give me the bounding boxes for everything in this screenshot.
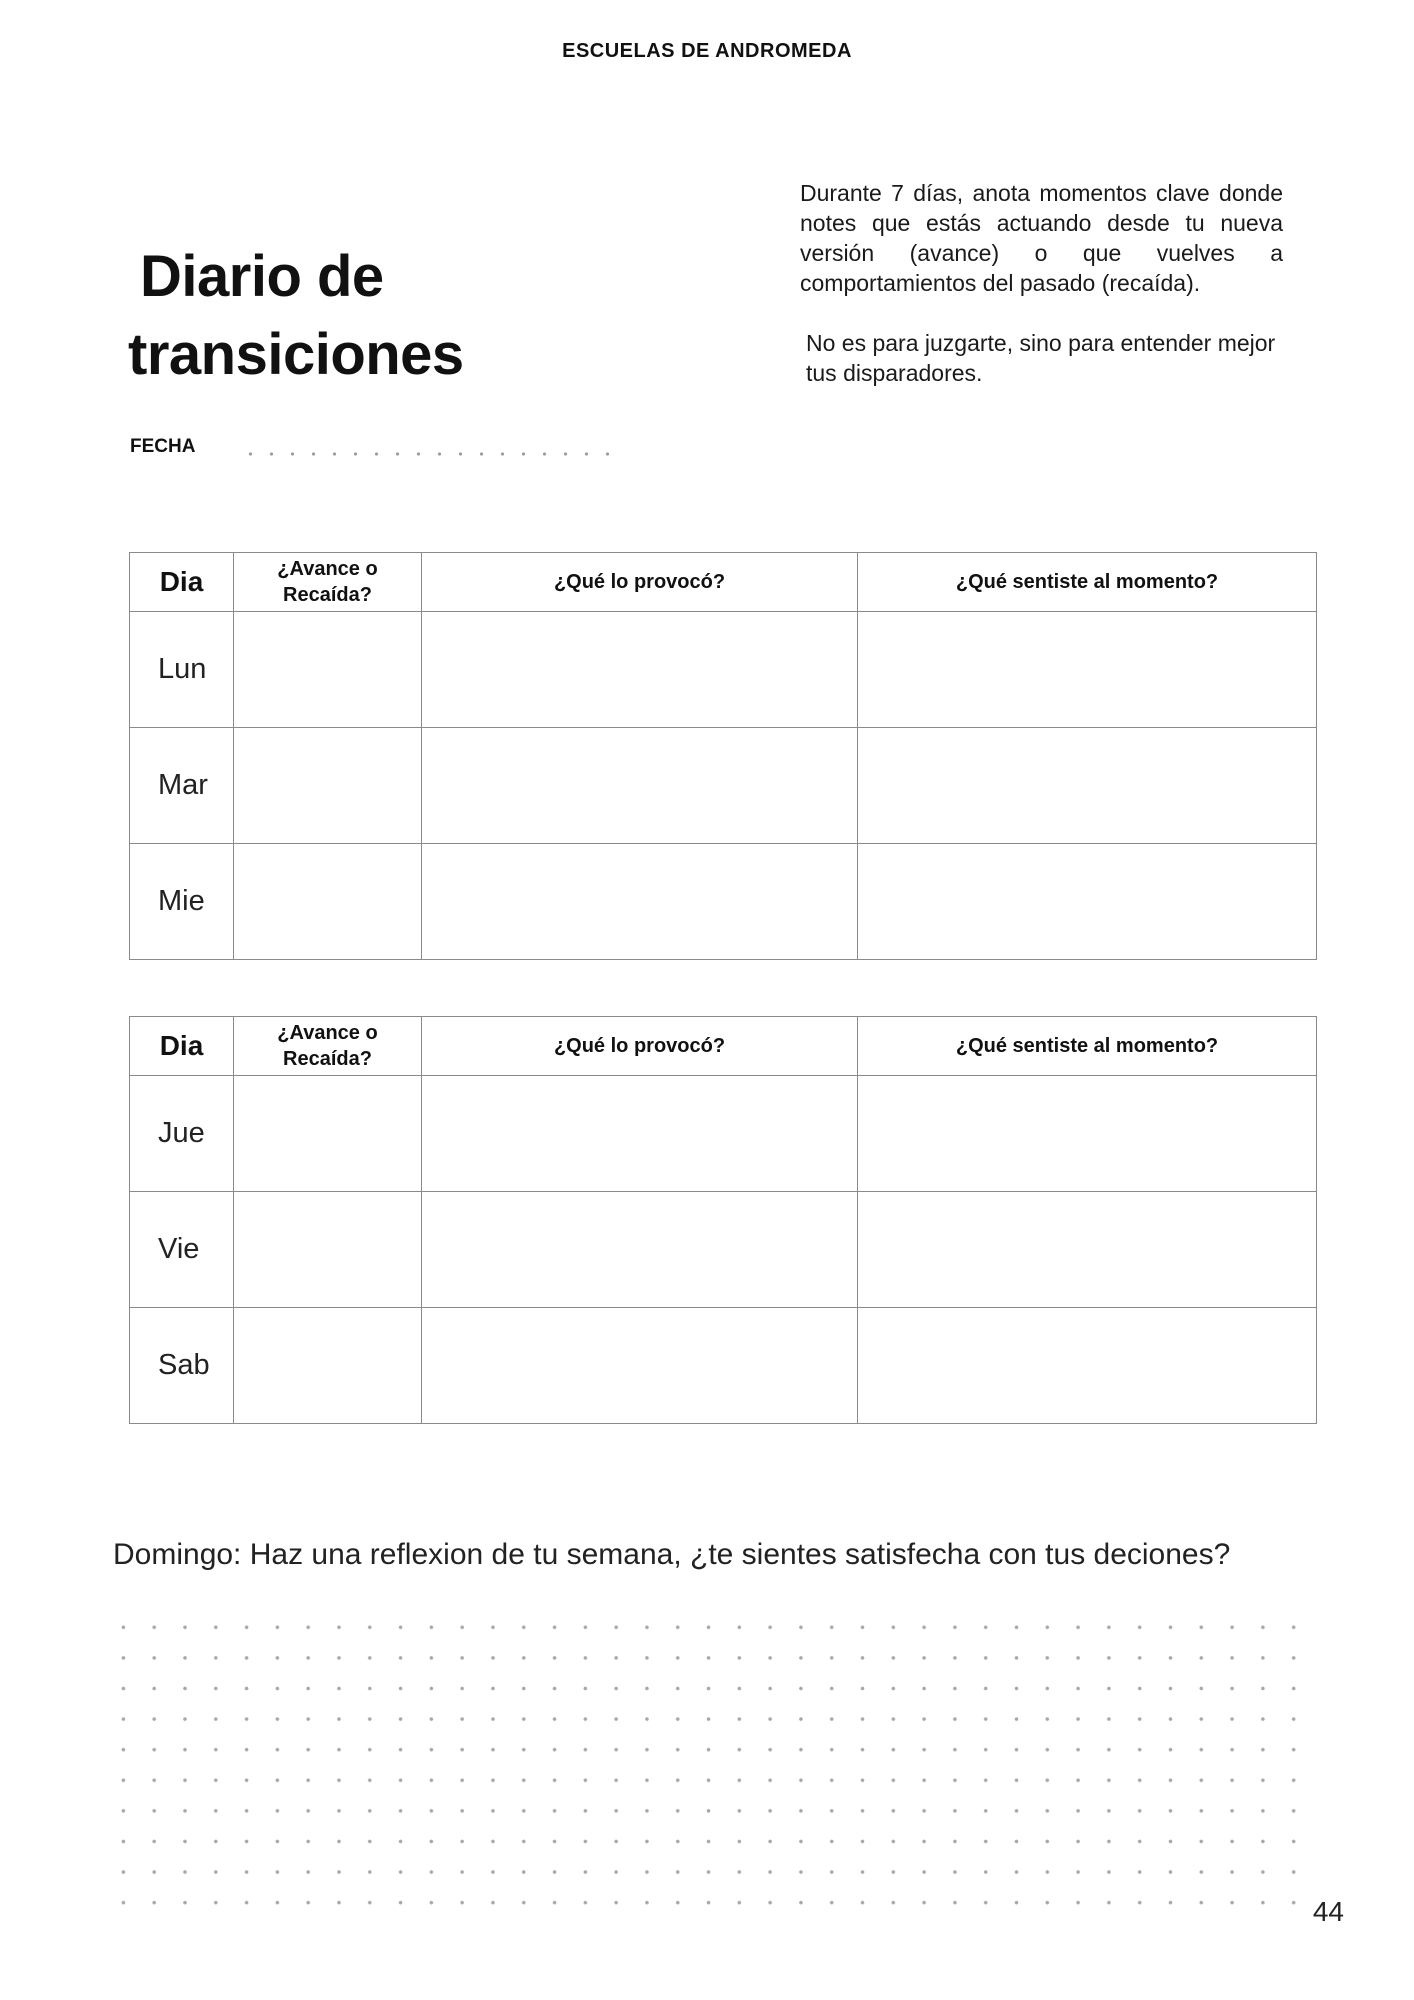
table-header-row bbox=[130, 1017, 1317, 1076]
avance-cell[interactable] bbox=[234, 728, 422, 844]
journal-table-1 bbox=[129, 552, 1317, 960]
reflection-dot-grid[interactable] bbox=[108, 1612, 1298, 1920]
intro-paragraph-2: No es para juzgarte, sino para entender mejor tus disparadores. bbox=[806, 330, 1276, 386]
avance-cell[interactable] bbox=[234, 1308, 422, 1424]
table-row bbox=[130, 1308, 1317, 1424]
title-line-1: Diario de bbox=[140, 244, 384, 309]
header-avance bbox=[234, 1017, 422, 1076]
provoco-cell[interactable] bbox=[422, 844, 858, 960]
sentiste-cell[interactable] bbox=[858, 1076, 1317, 1192]
intro-paragraph-1: Durante 7 días, anota momentos clave donde notes que estás actuando desde tu nueva versión (avance) o que vuelves a comportamientos del pasado (recaída). bbox=[800, 180, 1283, 296]
header-avance-line-2: Recaída? bbox=[283, 1048, 372, 1070]
header-avance-line-1: ¿Avance o bbox=[277, 558, 378, 580]
header-dia: Dia bbox=[130, 553, 234, 612]
table-row bbox=[130, 612, 1317, 728]
sentiste-cell[interactable] bbox=[858, 1192, 1317, 1308]
day-label: Vie bbox=[130, 1192, 234, 1308]
title-line-2: transiciones bbox=[128, 322, 464, 387]
sentiste-cell[interactable] bbox=[858, 844, 1317, 960]
intro-text bbox=[800, 178, 1283, 388]
page-number: 44 bbox=[1312, 1896, 1344, 1927]
provoco-cell[interactable] bbox=[422, 612, 858, 728]
school-header: ESCUELAS DE ANDROMEDA bbox=[562, 40, 852, 62]
header-sentiste: ¿Qué sentiste al momento? bbox=[858, 1017, 1317, 1076]
header-provoco: ¿Qué lo provocó? bbox=[422, 553, 858, 612]
sentiste-cell[interactable] bbox=[858, 1308, 1317, 1424]
day-label: Mie bbox=[130, 844, 234, 960]
table-row bbox=[130, 1076, 1317, 1192]
table-header-row bbox=[130, 553, 1317, 612]
header-sentiste: ¿Qué sentiste al momento? bbox=[858, 553, 1317, 612]
avance-cell[interactable] bbox=[234, 612, 422, 728]
provoco-cell[interactable] bbox=[422, 728, 858, 844]
header-provoco: ¿Qué lo provocó? bbox=[422, 1017, 858, 1076]
fecha-label: FECHA bbox=[130, 436, 196, 457]
header-avance bbox=[234, 553, 422, 612]
day-label: Jue bbox=[130, 1076, 234, 1192]
day-label: Mar bbox=[130, 728, 234, 844]
header-avance-line-2: Recaída? bbox=[283, 584, 372, 606]
avance-cell[interactable] bbox=[234, 1192, 422, 1308]
journal-table-2 bbox=[129, 1016, 1317, 1424]
provoco-cell[interactable] bbox=[422, 1308, 858, 1424]
sentiste-cell[interactable] bbox=[858, 612, 1317, 728]
day-label: Lun bbox=[130, 612, 234, 728]
avance-cell[interactable] bbox=[234, 1076, 422, 1192]
avance-cell[interactable] bbox=[234, 844, 422, 960]
provoco-cell[interactable] bbox=[422, 1076, 858, 1192]
page-title bbox=[128, 238, 464, 394]
sentiste-cell[interactable] bbox=[858, 728, 1317, 844]
table-row bbox=[130, 1192, 1317, 1308]
provoco-cell[interactable] bbox=[422, 1192, 858, 1308]
header-dia: Dia bbox=[130, 1017, 234, 1076]
sunday-reflection-prompt: Domingo: Haz una reflexion de tu semana, ¿te sientes satisfecha con tus deciones? bbox=[113, 1538, 1231, 1571]
day-label: Sab bbox=[130, 1308, 234, 1424]
fecha-dotted-line[interactable] bbox=[240, 452, 626, 456]
table-row bbox=[130, 844, 1317, 960]
table-row bbox=[130, 728, 1317, 844]
header-avance-line-1: ¿Avance o bbox=[277, 1022, 378, 1044]
